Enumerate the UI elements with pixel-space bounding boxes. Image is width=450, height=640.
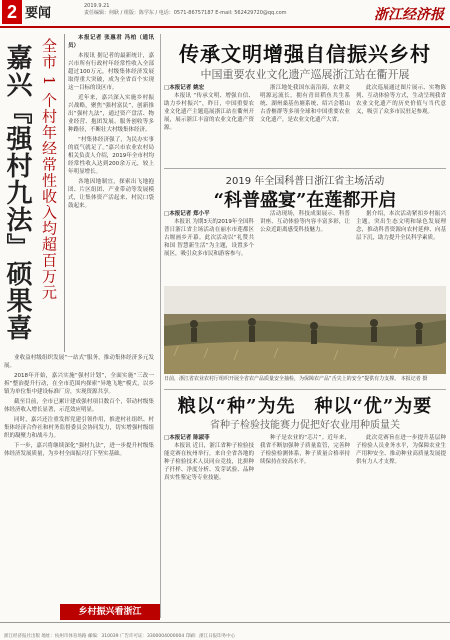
- article2-paragraph: 活动现场，科技成果展示、科普讲座、互动体验等内容丰富多彩，让公众近距离感受科技魅力。: [260, 211, 350, 233]
- article1-byline: □本报记者 姚宏: [164, 85, 205, 91]
- article2-byline: □本报记者 郑小平: [164, 211, 210, 217]
- article1-paragraph: 本报讯 “传承文明、增强自信、助力乡村振兴”，昨日，中国重要农业文化遗产主题巡展浙江站在衢州开展，展示浙江丰富的农业文化遗产资源。: [164, 93, 254, 131]
- article3-paragraph: 本报讯 近日，浙江省种子检验技能竞赛在杭州举行，来自全省各地的种子检验技术人员同台竞技，比拼种子扦样、净度分析、发芽试验、品种真实性鉴定等专业技能。: [164, 443, 254, 481]
- article1-subheadline: 中国重要农业文化遗产巡展浙江站在衢开展: [200, 68, 410, 81]
- article2-headline: “科普盛宴”在莲都开启: [213, 190, 397, 211]
- article1-paragraph: 此次巡展通过图片展示、实物陈列、互动体验等方式，生动呈现我省农业文化遗产的历史价值与当代意义，吸引了众多市民驻足参观。: [356, 85, 446, 115]
- article3-paragraph: 此次竞赛旨在进一步提升基层种子检验人员业务水平，为保障农业生产用种安全、推动种业高质量发展提供有力人才支撑。: [356, 435, 446, 465]
- column-banner: 乡村振兴看浙江: [60, 604, 160, 620]
- article2-body: [164, 210, 446, 284]
- lead-headline: 嘉兴『强村九法』硕果喜: [2, 44, 32, 341]
- lead-story-continued: [4, 354, 154, 612]
- lead-paragraph: 近年来，嘉兴深入实施乡村振兴战略，聚焦“强村富民”，创新推出“强村九法”，通过资产盘活、物业经营、抱团发展、服务创收等多种路径，不断壮大村级集体经济。: [68, 95, 154, 133]
- article3-headline: 粮以“种”为先 种以“优”为要: [177, 396, 433, 417]
- lead-body: [68, 34, 154, 352]
- lead-byline: 本报记者 张惠君 冯柏（通讯员）: [68, 35, 154, 49]
- newspaper-brand: 浙江经济报: [374, 7, 444, 23]
- photo-caption: 日前，浙江省农业农村厅组织开展全省农产品质量安全抽检，为保障农产品“舌尖上的安全”提供有力支撑。 本报记者 摄: [164, 376, 428, 382]
- article1-body: [164, 84, 446, 166]
- news-photo: [164, 286, 446, 374]
- article3-paragraph: 种子是农业的“芯片”。近年来，我省不断加强种子质量监管，完善种子检验检测体系，种子质量合格率持续保持在较高水平。: [260, 435, 350, 465]
- article3-byline: □本报记者 陈淑菲: [164, 435, 210, 441]
- article2-kicker: 2019 年全国科普日浙江省主场活动: [225, 176, 385, 187]
- article1-paragraph: 浙江地处我国东南沿海，农耕文明源远流长，拥有青田稻鱼共生系统、湖州桑基鱼塘系统、绍兴会稽山古香榧群等多项全球和中国重要农业文化遗产，是农业文化遗产大省。: [260, 85, 350, 123]
- header-meta: [84, 3, 287, 17]
- lead-paragraph: 下一步，嘉兴将继续深化“强村九法”，进一步提升村级集体经济发展质量，为乡村全面振兴打下坚实基础。: [4, 443, 154, 457]
- article2-paragraph: 本报讯 为期3天的2019年全国科普日浙江省主场活动在丽水市莲都区古堰画乡开幕。此次活动以“礼赞共和国 智慧新生活”为主题，设置多个展区，吸引众多市民和游客参与。: [164, 219, 254, 257]
- article3-body: [164, 434, 446, 616]
- lead-paragraph: 截至目前，全市已累计建成强村项目数百个，带动村级集体经济收入增长显著，示范效应明显。: [4, 399, 154, 413]
- lead-story: [2, 34, 154, 352]
- section-divider: [164, 168, 446, 169]
- section-title: 要闻: [25, 6, 52, 21]
- vertical-divider: [160, 34, 161, 618]
- lead-paragraph: 各地因地制宜，探索出飞地抱团、片区组团、产业带动等发展模式，让集体资产活起来、村民口袋鼓起来。: [68, 179, 154, 209]
- lead-paragraph: “村集体经济强了，为民办实事的底气就足了。”嘉兴市农业农村局相关负责人介绍，2019年全市村均经常性收入达到200余万元，较上年明显增长。: [68, 137, 154, 175]
- lead-paragraph: 本报讯 据记者的最新统计，嘉兴市所有行政村年经常性收入全部超过100万元，村级集体经济发展取得重大突破，成为全省首个实现这一目标的设区市。: [68, 53, 154, 91]
- column-divider: [64, 34, 65, 352]
- article1-headline: 传承文明增强自信振兴乡村: [179, 42, 431, 66]
- page-header: [0, 0, 450, 28]
- section-divider: [164, 389, 446, 390]
- lead-paragraph: 同时，嘉兴还注重发挥党建引领作用，推进村社组织、村集体经济合作社和村务监督委员会协同发力，切实增强村级组织的凝聚力和战斗力。: [4, 417, 154, 439]
- lead-paragraph: 业收益村级组织发展“一站式”服务，推动集体经济多元发展。: [4, 355, 154, 369]
- field-photo-illustration: [164, 286, 446, 374]
- page-number: 2: [2, 0, 22, 24]
- page-footer: 浙江经济报社出版 地址：杭州市体育场路 邮编：310039 广告许可证：3300004000004 印刷：浙江日报印务中心: [0, 622, 450, 640]
- date-line: 2019.9.21: [84, 3, 110, 9]
- editor-line: 责任编辑：何耿 / 组版：陈学东 / 电话：0571-86757187 E-mail: 562429720@qq.com: [84, 10, 287, 16]
- lead-paragraph: 2018年开始，嘉兴实施“强村计划”，全面实施“三改一拆”整治提升行动，在全市范围内探索“异地飞地”模式，以乡镇为单位集中建设标准厂房，实现资源共享。: [4, 373, 154, 395]
- article2-paragraph: 据介绍，本次活动紧扣乡村振兴主题，突出生态文明和绿色发展理念，推动科普资源向农村延伸、向基层下沉，助力提升全民科学素质。: [356, 211, 446, 241]
- article3-subheadline: 省种子检验技能赛力促把好农业用种质量关: [210, 420, 400, 431]
- lead-subheadline: 全市 1 个村年经常性收入均超百万元: [40, 38, 58, 301]
